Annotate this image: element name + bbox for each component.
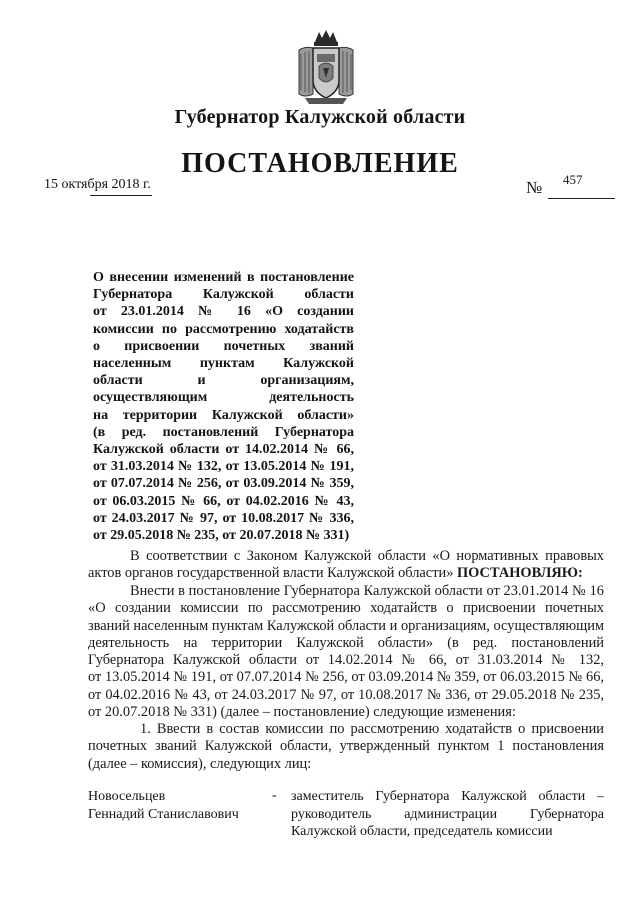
number-underline bbox=[548, 198, 615, 199]
date-underline bbox=[90, 195, 152, 196]
paragraph-line: Внести в постановление Губернатора Калужской области от 23.01.2014 № 16 bbox=[130, 583, 604, 599]
position-line: Калужской области, председатель комиссии bbox=[291, 824, 553, 839]
subject-line: от 31.03.2014 № 132, от 13.05.2014 № 191, bbox=[93, 459, 354, 475]
item-line: почетных званий Калужской области, утвержденный пунктом 1 постановления bbox=[88, 738, 604, 755]
paragraph-line: от 20.07.2018 № 331) (далее – постановление) следующие изменения: bbox=[88, 704, 516, 721]
document-number: 457 bbox=[563, 172, 583, 187]
paragraph-line: от 13.05.2014 № 191, от 07.07.2014 № 256, от 03.09.2014 № 359, от 06.03.2015 № 66, bbox=[88, 669, 604, 686]
subject-line: О внесении изменений в постановление bbox=[93, 270, 354, 285]
number-sign: № bbox=[526, 178, 543, 197]
coat-of-arms-emblem-icon bbox=[293, 28, 359, 106]
authority-title: Губернатор Калужской области bbox=[174, 106, 466, 128]
subject-line: от 24.03.2017 № 97, от 10.08.2017 № 336, bbox=[93, 510, 354, 526]
subject-line: (в ред. постановлений Губернатора bbox=[93, 424, 354, 440]
paragraph-line: Губернатора Калужской области от 14.02.2014 № 66, от 31.03.2014 № 132, bbox=[88, 652, 604, 669]
subject-line: от 23.01.2014 № 16 «О создании bbox=[93, 304, 354, 320]
paragraph-line: деятельность на территории Калужской области» (в ред. постановлений bbox=[88, 634, 604, 651]
document-date: 15 октября 2018 г. bbox=[44, 177, 151, 192]
subject-line: на территории Калужской области» bbox=[93, 407, 354, 423]
preamble-text: актов органов государственной власти Калужской области» bbox=[88, 565, 457, 582]
preamble-line bbox=[88, 565, 604, 582]
resolve-keyword: ПОСТАНОВЛЯЮ: bbox=[456, 565, 583, 582]
document-subject bbox=[93, 269, 354, 544]
preamble-paragraph bbox=[88, 548, 604, 583]
subject-line: от 29.05.2018 № 235, от 20.07.2018 № 331) bbox=[93, 528, 350, 544]
paragraph-line: званий населенным пунктам Калужской области и организациям, осуществляющим bbox=[88, 617, 604, 634]
subject-line: комиссии по рассмотрению ходатайств bbox=[93, 321, 354, 337]
preamble-line: В соответствии с Законом Калужской области «О нормативных правовых bbox=[130, 548, 604, 564]
subject-line: населенным пунктам Калужской bbox=[93, 356, 354, 372]
position-line: руководитель администрации Губернатора bbox=[291, 806, 604, 822]
commission-member-name bbox=[88, 788, 239, 823]
subject-line: от 07.07.2014 № 256, от 03.09.2014 № 359, bbox=[93, 476, 354, 492]
main-paragraph bbox=[88, 583, 604, 721]
subject-line: осуществляющим деятельность bbox=[93, 390, 354, 406]
item-line: (далее – комиссия), следующих лиц: bbox=[88, 755, 312, 772]
item-1-paragraph bbox=[88, 721, 604, 773]
subject-line: о присвоении почетных званий bbox=[93, 338, 354, 354]
member-surname: Новосельцев bbox=[88, 789, 166, 804]
member-given-names: Геннадий Станиславович bbox=[88, 806, 239, 822]
paragraph-line: «О создании комиссии по рассмотрению ходатайств о присвоении почетных bbox=[88, 600, 604, 617]
commission-member-position bbox=[291, 788, 604, 841]
subject-line: области и организациям, bbox=[93, 373, 354, 389]
document-type-heading: ПОСТАНОВЛЕНИЕ bbox=[181, 148, 459, 179]
subject-line: Губернатора Калужской области bbox=[93, 287, 354, 303]
paragraph-line: от 04.02.2016 № 43, от 24.03.2017 № 97, от 10.08.2017 № 336, от 29.05.2018 № 235, bbox=[88, 686, 604, 703]
member-dash: - bbox=[272, 788, 277, 803]
subject-line: от 06.03.2015 № 66, от 04.02.2016 № 43, bbox=[93, 493, 354, 509]
subject-line: Калужской области от 14.02.2014 № 66, bbox=[93, 442, 354, 458]
position-line: заместитель Губернатора Калужской области – bbox=[291, 789, 604, 804]
item-line: 1. Ввести в состав комиссии по рассмотрению ходатайств о присвоении bbox=[140, 721, 604, 737]
